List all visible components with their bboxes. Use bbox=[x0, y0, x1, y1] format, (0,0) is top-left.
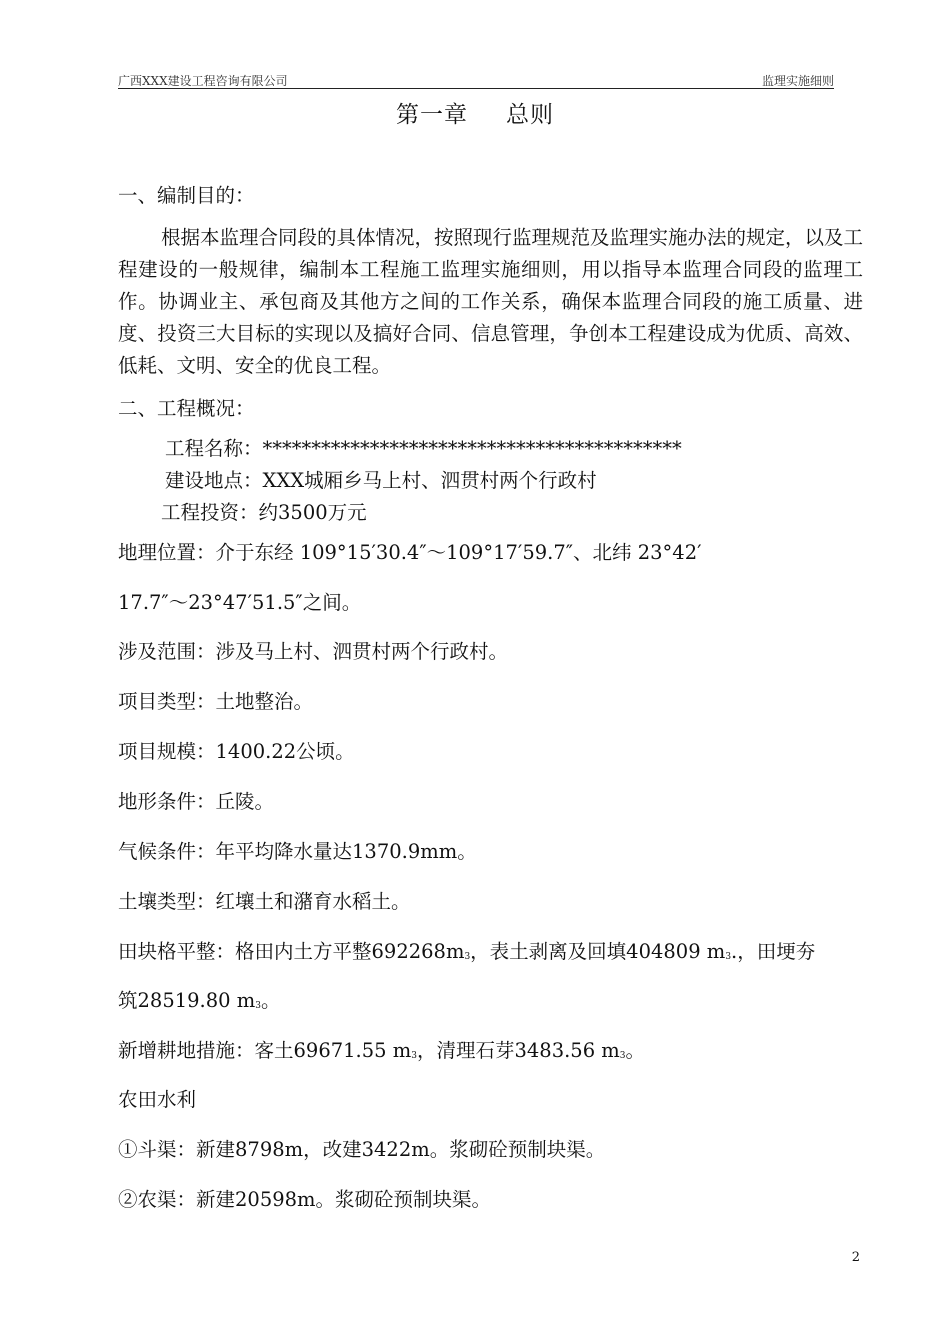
page-number: 2 bbox=[851, 1250, 860, 1265]
irrigation-heading: 农田水利 bbox=[118, 1088, 197, 1111]
newland-part-a: 新增耕地措施：客土69671.55 m bbox=[118, 1039, 412, 1062]
type-line: 项目类型：土地整治。 bbox=[118, 690, 314, 713]
leveling-part-a: 田块格平整：格田内土方平整692268m bbox=[118, 940, 465, 963]
leveling-part-c: .，田埂夯 bbox=[731, 940, 816, 963]
section-heading-purpose: 一、编制目的： bbox=[118, 184, 255, 207]
project-name-line: 工程名称：******************************************* bbox=[165, 437, 682, 460]
leveling2-part-b: 。 bbox=[260, 989, 281, 1012]
scope-line: 涉及范围：涉及马上村、泗贯村两个行政村。 bbox=[118, 640, 509, 663]
unit-superscript: 3 bbox=[255, 1001, 261, 1011]
irrigation-item-2: ②农渠：新建20598m。浆砌砼预制块渠。 bbox=[118, 1188, 492, 1211]
location-line: 建设地点：XXX城厢乡马上村、泗贯村两个行政村 bbox=[165, 469, 597, 492]
climate-line: 气候条件：年平均降水量达1370.9mm。 bbox=[118, 840, 477, 863]
header-doc-type: 监理实施细则 bbox=[761, 74, 834, 88]
geo-line-2: 17.7″～23°47′51.5″之间。 bbox=[118, 591, 362, 614]
unit-superscript: 3 bbox=[411, 1051, 417, 1061]
geo-line-1: 地理位置：介于东经 109°15′30.4″～109°17′59.7″、北纬 23°42′ bbox=[118, 541, 702, 564]
header-company: 广西XXX建设工程咨询有限公司 bbox=[118, 74, 288, 88]
leveling-line-1 bbox=[118, 936, 815, 964]
scale-line: 项目规模：1400.22公顷。 bbox=[118, 740, 355, 763]
chapter-number: 第一章 bbox=[396, 102, 468, 128]
leveling-part-b: ，表土剥离及回填404809 m bbox=[470, 940, 726, 963]
chapter-title bbox=[0, 96, 950, 129]
leveling-line-2 bbox=[118, 985, 280, 1013]
purpose-paragraph: 根据本监理合同段的具体情况，按照现行监理规范及监理实施办法的规定，以及工程建设的一般规律，编制本工程施工监理实施细则，用以指导本监理合同段的监理工作。协调业主、承包商及其他方之间的工作关系，确保本监理合同段的施工质量、进度、投资三大目标的实现以及搞好合同、信息管理，争创本工程建设成为优质、高效、低耗、文明、安全的优良工程。 bbox=[118, 226, 864, 377]
page-header bbox=[118, 70, 834, 89]
unit-superscript: 3 bbox=[619, 1051, 626, 1061]
soil-line: 土壤类型：红壤土和潴育水稻土。 bbox=[118, 890, 411, 913]
leveling2-part-a: 筑28519.80 m bbox=[118, 989, 256, 1012]
newland-part-c: 。 bbox=[625, 1039, 646, 1062]
investment-line: 工程投资：约3500万元 bbox=[161, 501, 367, 524]
unit-superscript: 3 bbox=[464, 952, 471, 962]
section-heading-overview: 二、工程概况： bbox=[118, 397, 255, 420]
newland-part-b: ，清理石芽3483.56 m bbox=[416, 1039, 620, 1062]
newland-line bbox=[118, 1035, 645, 1063]
unit-superscript: 3 bbox=[725, 952, 732, 962]
terrain-line: 地形条件：丘陵。 bbox=[118, 790, 275, 813]
chapter-name: 总则 bbox=[506, 102, 554, 128]
irrigation-item-1: ①斗渠：新建8798m，改建3422m。浆砌砼预制块渠。 bbox=[118, 1138, 606, 1161]
